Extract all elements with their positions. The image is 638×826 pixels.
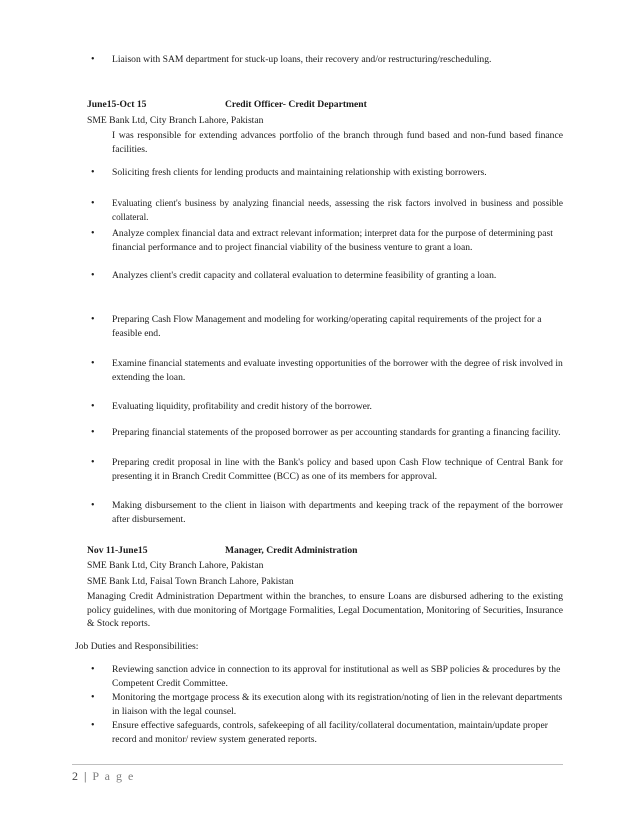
- bullet-icon: •: [91, 401, 95, 412]
- liaison-bullet-text: Liaison with SAM department for stuck-up loans, their recovery and/or restructuring/rescheduling.: [112, 54, 492, 65]
- job2-bullet: Monitoring the mortgage process & its execution along with its registration/noting of lien in the relevant departments in liaison with the legal counsel.: [112, 692, 563, 717]
- bullet-icon: •: [91, 500, 95, 511]
- job1-period: June15-Oct 15: [87, 99, 147, 110]
- bullet-icon: •: [91, 228, 95, 239]
- job1-bullet: Evaluating liquidity, profitability and credit history of the borrower.: [112, 401, 372, 412]
- job1-bullet: Analyzes client's credit capacity and collateral evaluation to determine feasibility of granting a loan.: [112, 270, 497, 281]
- job2-intro: Managing Credit Administration Department within the branches, to ensure Loans are disbursed adhering to the existing policy guidelines, with due monitoring of Mortgage Formalities, Legal Documentation, Monitoring of Securities, Insurance & Stock reports.: [87, 591, 563, 630]
- bullet-icon: •: [91, 167, 95, 178]
- job1-intro: I was responsible for extending advances portfolio of the branch through fund based and non-fund based finance facilities.: [112, 130, 563, 155]
- bullet-icon: •: [91, 427, 95, 438]
- bullet-icon: •: [91, 270, 95, 281]
- bullet-icon: •: [91, 692, 95, 703]
- job2-period: Nov 11-June15: [87, 545, 148, 556]
- duties-heading: Job Duties and Responsibilities:: [75, 641, 199, 652]
- bullet-icon: •: [91, 54, 95, 65]
- job1-bullet: Evaluating client's business by analyzing financial needs, assessing the risk factors involved in business and possible collateral.: [112, 198, 563, 222]
- page-footer: [72, 769, 135, 784]
- bullet-icon: •: [91, 358, 95, 369]
- job1-bullet: Analyze complex financial data and extract relevant information; interpret data for the purpose of determining past financial performance and to project financial viability of the business venture to grant a loan.: [112, 228, 553, 253]
- job2-company-2: SME Bank Ltd, Faisal Town Branch Lahore, Pakistan: [87, 576, 294, 587]
- job1-bullet: Examine financial statements and evaluate investing opportunities of the borrower with the degree of risk involved in extending the loan.: [112, 358, 563, 383]
- job2-company-1: SME Bank Ltd, City Branch Lahore, Pakistan: [87, 560, 264, 571]
- page-number: 2: [72, 769, 80, 783]
- footer-separator: |: [84, 769, 88, 783]
- job1-title: Credit Officer- Credit Department: [225, 99, 367, 110]
- job1-company: SME Bank Ltd, City Branch Lahore, Pakistan: [87, 115, 264, 126]
- job2-bullet: Ensure effective safeguards, controls, safekeeping of all facility/collateral documentation, maintain/update proper record and monitor/ review system generated reports.: [112, 720, 548, 745]
- page-label: P a g e: [92, 769, 135, 783]
- bullet-icon: •: [91, 457, 95, 468]
- footer-divider: [72, 764, 563, 765]
- job2-bullet: Reviewing sanction advice in connection to its approval for institutional as well as SBP policies & procedures by the Competent Credit Committee.: [112, 664, 561, 689]
- job2-title: Manager, Credit Administration: [225, 545, 358, 556]
- job1-bullet: Soliciting fresh clients for lending products and maintaining relationship with existing borrowers.: [112, 167, 487, 178]
- job1-bullet: Preparing credit proposal in line with the Bank's policy and based upon Cash Flow technique of Central Bank for presenting it in Branch Credit Committee (BCC) as one of its members for approval.: [112, 457, 563, 482]
- bullet-icon: •: [91, 720, 95, 731]
- bullet-icon: •: [91, 664, 95, 675]
- bullet-icon: •: [91, 314, 95, 325]
- bullet-icon: •: [91, 198, 95, 209]
- job1-bullet: Preparing Cash Flow Management and modeling for working/operating capital requirements of the project for a feasible end.: [112, 314, 542, 339]
- job1-bullet: Preparing financial statements of the proposed borrower as per accounting standards for granting a financing facility.: [112, 427, 561, 438]
- job1-bullet: Making disbursement to the client in liaison with departments and keeping track of the repayment of the borrower after disbursement.: [112, 500, 563, 525]
